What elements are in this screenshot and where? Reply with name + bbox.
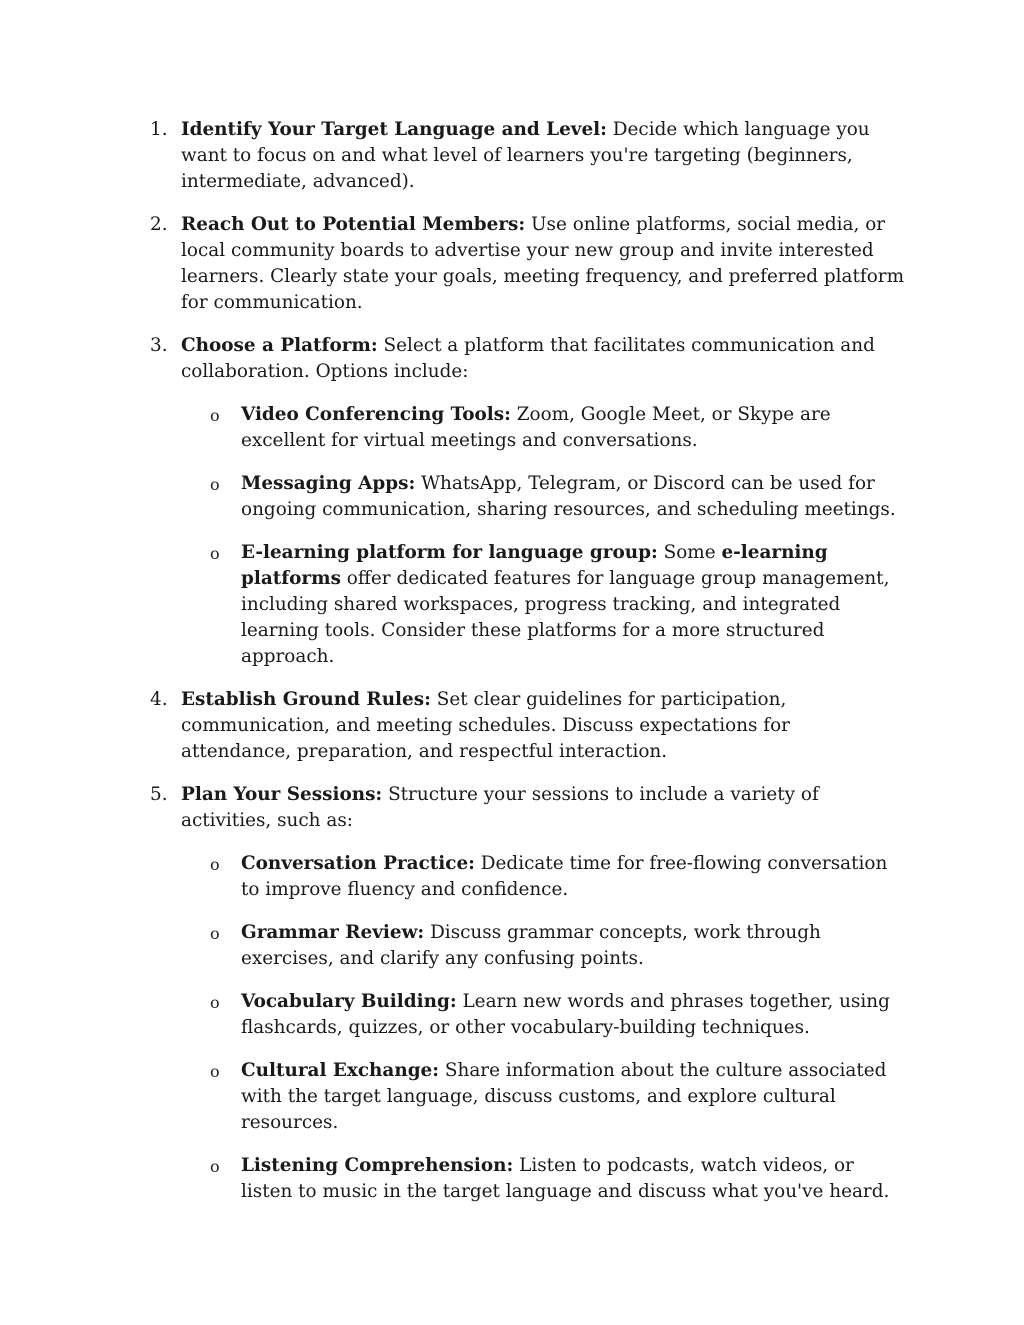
bullet-icon: o bbox=[210, 544, 220, 563]
bullet-icon: o bbox=[210, 924, 220, 943]
subitem-heading: Video Conferencing Tools: bbox=[241, 404, 511, 425]
item-text: Decide which language you want to focus on and what level of learners you're targeting (beginners, intermediate, advanced). bbox=[181, 119, 870, 192]
sub-list-item bbox=[0, 989, 905, 1041]
subitem-heading: Listening Comprehension: bbox=[241, 1155, 514, 1176]
sub-list-item bbox=[0, 920, 905, 972]
subitem-heading: Cultural Exchange: bbox=[241, 1060, 440, 1081]
bullet-icon: o bbox=[210, 1062, 220, 1081]
subitem-heading: Grammar Review: bbox=[241, 922, 425, 943]
subitem-heading: E-learning platform for language group: bbox=[241, 542, 658, 563]
sub-list-item bbox=[0, 471, 905, 523]
bullet-icon: o bbox=[210, 475, 220, 494]
list-number: 2. bbox=[150, 214, 168, 235]
list-number: 3. bbox=[150, 335, 168, 356]
item-heading: Reach Out to Potential Members: bbox=[181, 214, 526, 235]
list-number: 4. bbox=[150, 689, 168, 710]
item-heading: Choose a Platform: bbox=[181, 335, 378, 356]
document-page bbox=[0, 117, 1024, 1222]
sub-list-item bbox=[0, 1153, 905, 1205]
item-text: Use online platforms, social media, or local community boards to advertise your new group and invite interested learners. Clearly state your goals, meeting frequency, and preferred platform for communication. bbox=[181, 214, 905, 313]
sub-list-item bbox=[0, 540, 905, 670]
list-item bbox=[0, 687, 905, 765]
subitem-heading: Messaging Apps: bbox=[241, 473, 416, 494]
bullet-icon: o bbox=[210, 1157, 220, 1176]
list-item bbox=[0, 333, 905, 385]
list-item bbox=[0, 782, 905, 834]
item-heading: Establish Ground Rules: bbox=[181, 689, 431, 710]
sub-list-item bbox=[0, 1058, 905, 1136]
bullet-icon: o bbox=[210, 993, 220, 1012]
subitem-text: Listen to podcasts, watch videos, or listen to music in the target language and discuss what you've heard. bbox=[241, 1155, 890, 1202]
list-number: 1. bbox=[150, 119, 168, 140]
list-item bbox=[0, 212, 905, 316]
subitem-text: Some bbox=[657, 542, 722, 563]
item-text: Structure your sessions to include a variety of activities, such as: bbox=[181, 784, 819, 831]
subitem-text: WhatsApp, Telegram, or Discord can be used for ongoing communication, sharing resources, and scheduling meetings. bbox=[241, 473, 896, 520]
subitem-text: Share information about the culture associated with the target language, discuss customs, and explore cultural resources. bbox=[241, 1060, 887, 1133]
bullet-icon: o bbox=[210, 406, 220, 425]
sub-list-item bbox=[0, 402, 905, 454]
list-number: 5. bbox=[150, 784, 168, 805]
subitem-heading: Vocabulary Building: bbox=[241, 991, 457, 1012]
bullet-icon: o bbox=[210, 855, 220, 874]
subitem-text: Dedicate time for free-flowing conversation to improve fluency and confidence. bbox=[241, 853, 888, 900]
item-heading: Identify Your Target Language and Level: bbox=[181, 119, 607, 140]
item-heading: Plan Your Sessions: bbox=[181, 784, 383, 805]
subitem-text: Discuss grammar concepts, work through exercises, and clarify any confusing points. bbox=[241, 922, 821, 969]
subitem-text: Learn new words and phrases together, using flashcards, quizzes, or other vocabulary-building techniques. bbox=[241, 991, 890, 1038]
sub-list-item bbox=[0, 851, 905, 903]
list-item bbox=[0, 117, 905, 195]
subitem-text: Zoom, Google Meet, or Skype are excellent for virtual meetings and conversations. bbox=[241, 404, 831, 451]
item-text: Select a platform that facilitates communication and collaboration. Options include: bbox=[181, 335, 875, 382]
subitem-emphasis: e-learning platforms bbox=[241, 542, 828, 589]
item-text: Set clear guidelines for participation, communication, and meeting schedules. Discuss expectations for attendance, preparation, and respectful interaction. bbox=[181, 689, 790, 762]
subitem-heading: Conversation Practice: bbox=[241, 853, 475, 874]
subitem-text: offer dedicated features for language group management, including shared workspaces, progress tracking, and integrated learning tools. Consider these platforms for a more structured approach. bbox=[241, 568, 890, 667]
